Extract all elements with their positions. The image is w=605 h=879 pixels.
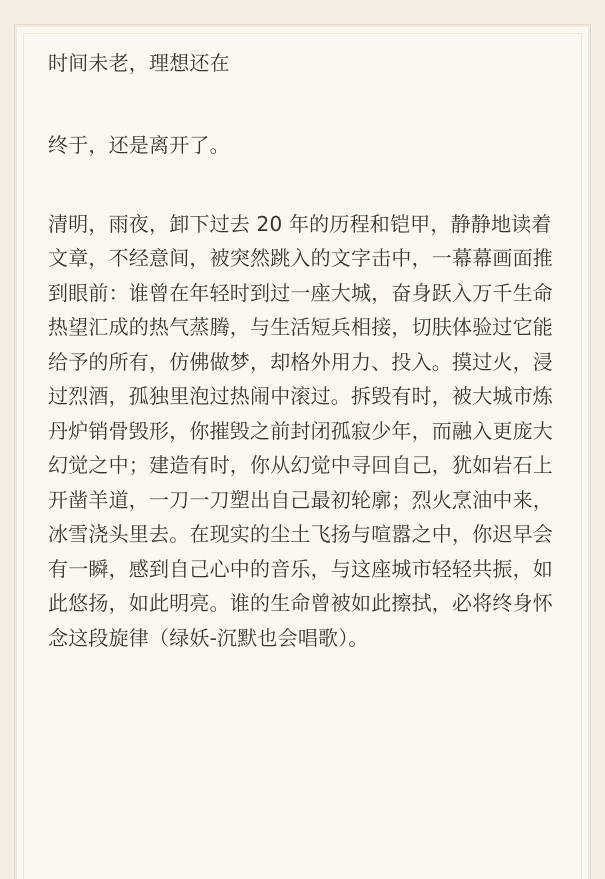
article-intro: 终于，还是离开了。 (48, 133, 230, 157)
article-content (48, 48, 561, 655)
spacer (48, 78, 561, 128)
spacer (48, 163, 561, 207)
article-title: 时间未老，理想还在 (48, 51, 230, 75)
article-body: 清明，雨夜，卸下过去 20 年的历程和铠甲，静静地读着文章，不经意间，被突然跳入的文字击中，一幕幕画面推到眼前：谁曾在年轻时到过一座大城，奋身跃入万千生命热望汇成的热气蒸腾，与生活短兵相接，切肤体验过它能给予的所有，仿佛做梦，却格外用力、投入。摸过火，浸过烈酒，孤独里泡过热闹中滚过。拆毁有时，被大城市炼丹炉销骨毁形，你摧毁之前封闭孤寂少年，而融入更庞大幻觉之中；建造有时，你从幻觉中寻回自己，犹如岩石上开凿羊道，一刀一刀塑出自己最初轮廓；烈火烹油中来，冰雪浇头里去。在现实的尘土飞扬与喧嚣之中，你迟早会有一瞬，感到自己心中的音乐，与这座城市轻轻共振，如此悠扬，如此明亮。谁的生命曾被如此擦拭，必将终身怀念这段旋律（绿妖-沉默也会唱歌）。 (48, 211, 553, 650)
